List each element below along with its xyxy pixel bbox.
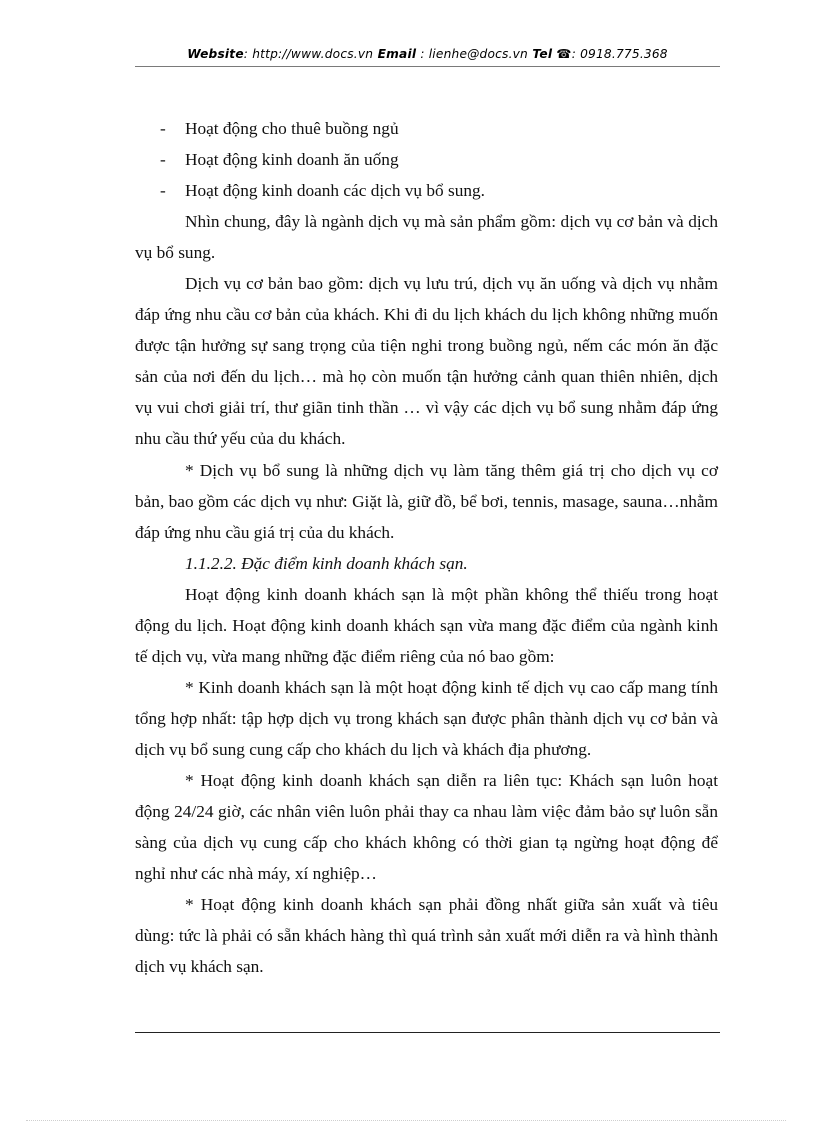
bullet-marker: - (160, 119, 166, 138)
list-item (135, 113, 718, 144)
email-separator: : (416, 47, 429, 61)
paragraph-continuous-operation: * Hoạt động kinh doanh khách sạn diễn ra liên tục: Khách sạn luôn hoạt động 24/24 giờ, các nhân viên luôn phải thay ca nhau làm việc đảm bảo sự luôn sẵn sàng của dịch vụ cung cấp cho khách không có thời gian tạ ngừng hoạt động để nghỉ như các nhà máy, xí nghiệp… (135, 770, 718, 884)
page-bottom-edge (26, 1120, 786, 1121)
paragraph-production-consumption: * Hoạt động kinh doanh khách sạn phải đồng nhất giữa sản xuất và tiêu dùng: tức là phải có sẵn khách hàng thì quá trình sản xuất mới diễn ra và hình thành dịch vụ khách sạn. (135, 895, 718, 977)
bullet-marker: - (160, 181, 166, 201)
paragraph-business-intro: Hoạt động kinh doanh khách sạn là một phần không thể thiếu trong hoạt động du lịch. Hoạt động kinh doanh khách sạn vừa mang đặc điểm của ngành kinh tế dịch vụ, vừa mang những đặc điểm riêng của nó bao gồm: (135, 584, 718, 666)
website-link[interactable]: http://www.docs.vn (252, 47, 374, 61)
list-item (135, 144, 718, 175)
header-divider (135, 66, 720, 67)
email-link[interactable]: lienhe@docs.vn (428, 47, 528, 61)
bullet-marker: - (160, 150, 166, 170)
paragraph-basic-services: Dịch vụ cơ bản bao gồm: dịch vụ lưu trú, dịch vụ ăn uống và dịch vụ nhằm đáp ứng nhu cầu cơ bản của khách. Khi đi du lịch khách du lịch không những muốn được tận hưởng sự sang trọng của tiện nghi trong buồng ngủ, nếm các món ăn đặc sản của nơi đến du lịch… mà họ còn muốn tận hưởng cảnh quan thiên nhiên, dịch vụ vui chơi giải trí, thư giãn tinh thần … vì vậy các dịch vụ bổ sung nhằm đáp ứng nhu cầu thứ yếu của du khách. (135, 274, 718, 449)
paragraph-supplementary-services: * Dịch vụ bổ sung là những dịch vụ làm tăng thêm giá trị cho dịch vụ cơ bản, bao gồm các dịch vụ như: Giặt là, giữ đồ, bể bơi, tennis, masage, sauna…nhằm đáp ứng nhu cầu giá trị của du khách. (135, 460, 718, 542)
phone-icon: ☎ (556, 47, 572, 61)
page-header (135, 47, 720, 65)
list-item-text: Hoạt động kinh doanh các dịch vụ bổ sung. (185, 181, 485, 201)
tel-value: : 0918.775.368 (571, 47, 668, 61)
tel-label: Tel (527, 47, 553, 61)
document-body (135, 113, 718, 982)
paragraph-overview: Nhìn chung, đây là ngành dịch vụ mà sản phẩm gồm: dịch vụ cơ bản và dịch vụ bổ sung. (135, 212, 718, 263)
paragraph-high-end-service: * Kinh doanh khách sạn là một hoạt động kinh tế dịch vụ cao cấp mang tính tổng hợp nhất: tập hợp dịch vụ trong khách sạn được phân thành dịch vụ cơ bản và dịch vụ bổ sung cung cấp cho khách du lịch và khách địa phương. (135, 677, 718, 759)
list-item-text: Hoạt động cho thuê buồng ngủ (185, 119, 399, 138)
list-item-text: Hoạt động kinh doanh ăn uống (185, 150, 399, 170)
footer-divider (135, 1032, 720, 1033)
email-label: Email (373, 47, 417, 61)
section-heading: 1.1.2.2. Đặc điểm kinh doanh khách sạn. (185, 553, 468, 573)
list-item (135, 175, 718, 206)
website-separator: : (243, 47, 253, 61)
website-label: Website (187, 47, 244, 61)
